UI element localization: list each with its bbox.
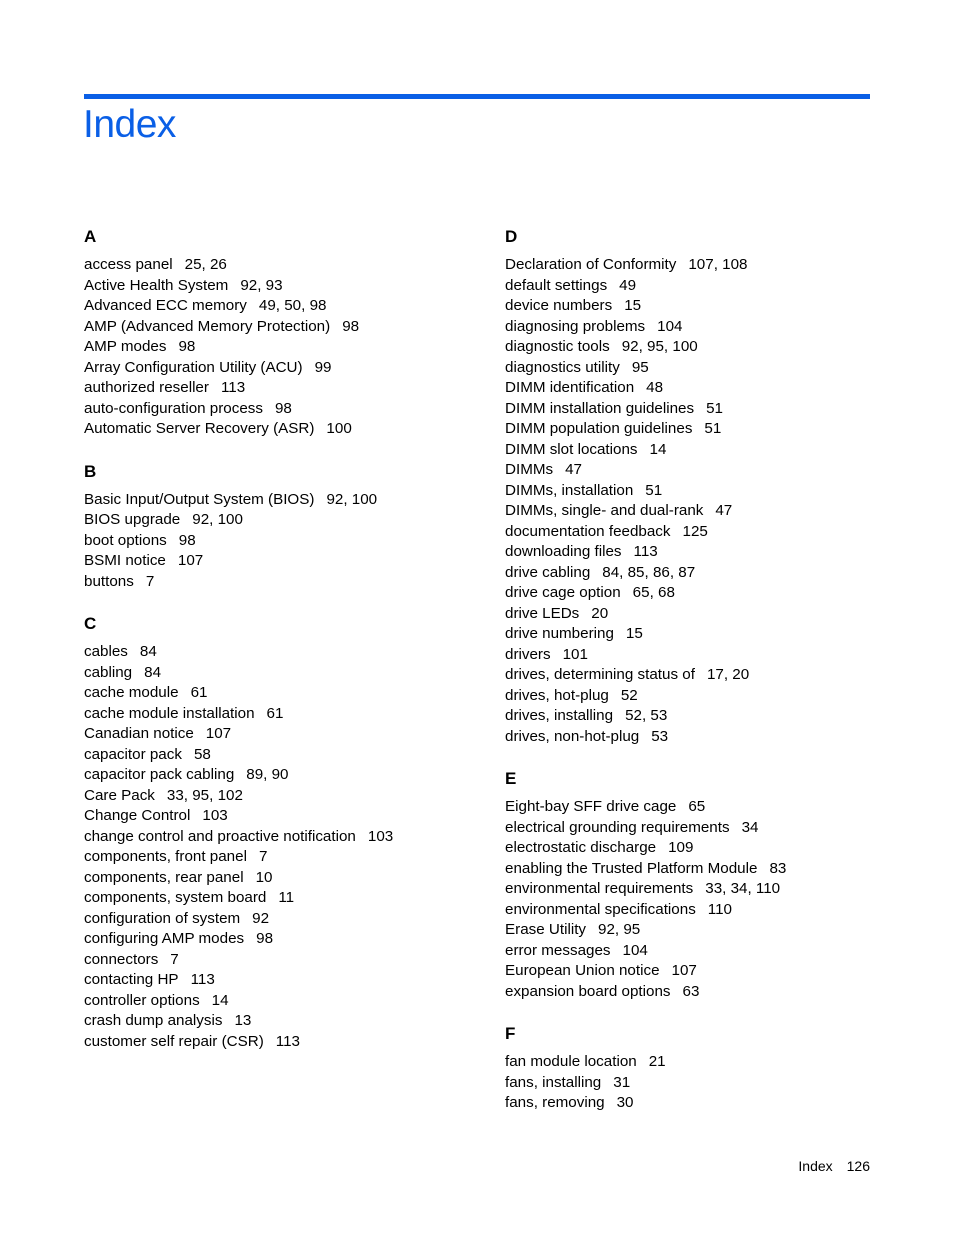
page-title: Index	[83, 103, 176, 146]
entry-pages[interactable]: 92, 100	[192, 511, 243, 528]
index-section	[84, 611, 514, 1052]
entry-term: Care Pack	[84, 786, 155, 804]
entry-term: drive cabling	[505, 563, 591, 581]
index-entry	[505, 378, 935, 399]
entry-pages[interactable]: 92, 95	[598, 921, 641, 938]
index-section	[505, 766, 935, 1002]
index-column-left	[84, 224, 514, 1071]
entry-term: BSMI notice	[84, 552, 166, 569]
index-entry	[505, 665, 935, 686]
index-entry	[84, 296, 514, 317]
section-letter: E	[505, 769, 517, 788]
entry-pages[interactable]: 99	[314, 358, 332, 376]
index-entry	[84, 745, 514, 766]
index-entry	[505, 879, 935, 900]
entry-pages[interactable]: 65, 68	[632, 584, 675, 601]
entry-term: drives, hot-plug	[505, 686, 609, 704]
entry-pages[interactable]: 107	[205, 725, 232, 742]
entry-pages[interactable]: 104	[622, 941, 648, 959]
entry-term: BIOS upgrade	[84, 511, 181, 528]
title-rule	[84, 94, 870, 99]
index-entry	[84, 991, 514, 1012]
index-entry	[84, 847, 514, 868]
index-entry	[84, 255, 514, 276]
index-entry	[505, 859, 935, 880]
index-entry	[84, 724, 514, 745]
entry-term: device numbers	[505, 297, 613, 314]
entry-pages[interactable]: 47	[565, 461, 582, 478]
entry-pages[interactable]: 84	[144, 663, 162, 681]
entry-term: cabling	[84, 663, 133, 681]
index-entry	[84, 888, 514, 909]
entry-term: Active Health System	[84, 276, 229, 294]
entry-pages[interactable]: 30	[616, 1094, 634, 1111]
entry-pages[interactable]: 103	[367, 827, 394, 845]
entry-term: error messages	[505, 941, 611, 959]
index-entry	[505, 317, 935, 338]
entry-term: DIMM slot locations	[505, 440, 638, 458]
entry-pages[interactable]: 63	[682, 982, 700, 1000]
section-letter: B	[84, 461, 97, 481]
entry-pages[interactable]: 21	[648, 1053, 666, 1070]
entry-pages[interactable]: 48	[646, 379, 664, 396]
index-entry	[84, 1011, 514, 1032]
entry-term: drives, installing	[505, 707, 614, 724]
entry-pages[interactable]: 10	[255, 868, 273, 886]
entry-pages[interactable]: 113	[275, 1032, 300, 1050]
index-entry	[84, 1032, 514, 1053]
entry-term: DIMMs	[505, 461, 554, 478]
index-section	[505, 224, 935, 747]
entry-pages[interactable]: 92, 100	[326, 490, 378, 508]
index-entry	[84, 786, 514, 807]
index-entry	[84, 531, 514, 552]
entry-term: electrostatic discharge	[505, 839, 657, 856]
index-entry	[505, 583, 935, 604]
entry-pages[interactable]: 11	[278, 889, 295, 906]
entry-pages[interactable]: 31	[613, 1073, 631, 1091]
index-entry	[84, 765, 514, 786]
index-column-right	[505, 224, 935, 1133]
entry-pages[interactable]: 47	[715, 502, 733, 519]
entry-term: cache module installation	[84, 704, 255, 722]
index-entry	[84, 399, 514, 420]
entry-term: diagnostics utility	[505, 358, 620, 376]
index-entry	[84, 572, 514, 593]
entry-pages[interactable]: 13	[234, 1012, 252, 1029]
entry-term: boot options	[84, 531, 167, 549]
index-entry	[505, 276, 935, 297]
entry-term: drive cage option	[505, 584, 621, 601]
entry-term: DIMMs, installation	[505, 481, 634, 499]
index-entry	[505, 900, 935, 921]
entry-term: change control and proactive notification	[84, 827, 356, 845]
entry-pages[interactable]: 107	[177, 552, 204, 569]
index-entry	[84, 868, 514, 889]
entry-pages[interactable]: 103	[202, 807, 228, 824]
entry-pages[interactable]: 95	[631, 358, 649, 376]
entry-pages[interactable]: 7	[170, 950, 179, 968]
entry-pages[interactable]: 53	[651, 727, 669, 745]
index-section	[84, 224, 514, 440]
entry-pages[interactable]: 15	[624, 297, 642, 314]
entry-term: European Union notice	[505, 962, 660, 979]
index-entry	[505, 645, 935, 666]
entry-term: capacitor pack	[84, 745, 182, 763]
entry-pages[interactable]: 113	[633, 543, 658, 560]
entry-pages[interactable]: 89, 90	[246, 766, 289, 783]
entry-pages[interactable]: 84, 85, 86, 87	[602, 563, 696, 581]
entry-pages[interactable]: 84	[139, 643, 157, 660]
entry-term: AMP modes	[84, 338, 167, 355]
entry-pages[interactable]: 98	[274, 399, 292, 417]
entry-term: Automatic Server Recovery (ASR)	[84, 420, 315, 437]
index-entry	[505, 1052, 935, 1073]
entry-pages[interactable]: 52, 53	[625, 707, 668, 724]
entry-pages[interactable]: 52	[620, 686, 638, 704]
entry-pages[interactable]: 92	[252, 909, 270, 927]
index-entry	[505, 982, 935, 1003]
index-entry	[84, 551, 514, 572]
index-entry	[84, 704, 514, 725]
entry-pages[interactable]: 20	[591, 604, 609, 622]
entry-term: Declaration of Conformity	[505, 256, 677, 273]
entry-pages[interactable]: 109	[668, 839, 694, 856]
index-entry	[84, 358, 514, 379]
entry-pages[interactable]: 49	[619, 276, 637, 294]
entry-pages[interactable]: 98	[178, 338, 196, 355]
entry-pages[interactable]: 61	[266, 704, 284, 722]
entry-pages[interactable]: 113	[190, 971, 215, 988]
entry-pages[interactable]: 100	[326, 420, 352, 437]
entry-term: Array Configuration Utility (ACU)	[84, 358, 303, 376]
entry-pages[interactable]: 101	[562, 645, 588, 663]
entry-term: controller options	[84, 991, 200, 1009]
entry-term: AMP (Advanced Memory Protection)	[84, 317, 331, 335]
entry-term: enabling the Trusted Platform Module	[505, 859, 758, 877]
entry-term: Erase Utility	[505, 921, 587, 938]
index-entry	[84, 337, 514, 358]
index-entry	[505, 686, 935, 707]
entry-term: connectors	[84, 950, 159, 968]
entry-term: drivers	[505, 645, 551, 663]
index-section	[505, 1021, 935, 1114]
index-entry	[84, 950, 514, 971]
index-entry	[505, 501, 935, 522]
entry-pages[interactable]: 7	[258, 848, 268, 865]
entry-term: Change Control	[84, 807, 191, 824]
entry-term: Eight-bay SFF drive cage	[505, 798, 677, 815]
entry-pages[interactable]: 14	[649, 440, 667, 458]
entry-term: cables	[84, 643, 128, 660]
entry-term: diagnosing problems	[505, 317, 646, 335]
entry-pages[interactable]: 51	[704, 420, 722, 437]
index-entry	[505, 296, 935, 317]
index-entry	[84, 317, 514, 338]
entry-pages[interactable]: 51	[706, 399, 723, 417]
index-entry	[84, 970, 514, 991]
entry-term: Advanced ECC memory	[84, 297, 247, 314]
entry-term: environmental requirements	[505, 880, 694, 897]
entry-term: expansion board options	[505, 982, 671, 1000]
index-entry	[505, 818, 935, 839]
entry-term: DIMM identification	[505, 379, 635, 396]
entry-pages[interactable]: 92, 95, 100	[621, 338, 698, 355]
index-entry	[505, 920, 935, 941]
index-entry	[505, 522, 935, 543]
entry-term: DIMM installation guidelines	[505, 399, 695, 417]
entry-pages[interactable]: 58	[193, 745, 211, 763]
entry-pages[interactable]: 49, 50, 98	[258, 297, 327, 314]
entry-term: fan module location	[505, 1053, 637, 1070]
entry-term: environmental specifications	[505, 900, 696, 918]
entry-pages[interactable]: 51	[645, 481, 663, 499]
index-section	[84, 459, 514, 593]
section-letter: D	[505, 227, 518, 246]
index-entry	[84, 683, 514, 704]
entry-term: downloading files	[505, 543, 622, 560]
entry-term: fans, removing	[505, 1094, 605, 1111]
entry-pages[interactable]: 107, 108	[688, 256, 748, 273]
index-entry	[505, 961, 935, 982]
index-entry	[84, 827, 514, 848]
index-entry	[84, 490, 514, 511]
entry-term: DIMMs, single- and dual-rank	[505, 502, 704, 519]
index-entry	[505, 838, 935, 859]
index-entry	[505, 706, 935, 727]
index-entry	[84, 510, 514, 531]
section-letter: A	[84, 227, 97, 246]
section-letter: F	[505, 1024, 516, 1043]
entry-pages[interactable]: 17, 20	[706, 666, 750, 683]
entry-term: auto-configuration process	[84, 399, 263, 417]
index-entry	[84, 276, 514, 297]
index-entry	[505, 941, 935, 962]
index-entry	[505, 358, 935, 379]
entry-term: default settings	[505, 276, 608, 294]
entry-pages[interactable]: 113	[220, 379, 246, 396]
index-entry	[505, 624, 935, 645]
entry-term: crash dump analysis	[84, 1012, 223, 1029]
entry-term: components, rear panel	[84, 868, 244, 886]
index-entry	[505, 460, 935, 481]
entry-pages[interactable]: 98	[342, 317, 360, 335]
index-entry	[505, 337, 935, 358]
section-letter: C	[84, 614, 97, 633]
entry-pages[interactable]: 107	[671, 962, 697, 979]
entry-term: documentation feedback	[505, 522, 671, 540]
entry-pages[interactable]: 33, 95, 102	[166, 786, 243, 804]
page-footer	[798, 1158, 870, 1174]
entry-pages[interactable]: 25, 26	[184, 256, 227, 273]
entry-term: drive numbering	[505, 625, 614, 642]
entry-pages[interactable]: 98	[256, 930, 274, 947]
index-entry	[505, 604, 935, 625]
entry-pages[interactable]: 65	[688, 798, 706, 815]
entry-term: access panel	[84, 256, 173, 273]
entry-term: electrical grounding requirements	[505, 818, 730, 836]
entry-pages[interactable]: 7	[145, 572, 155, 590]
entry-term: Canadian notice	[84, 725, 194, 742]
entry-term: contacting HP	[84, 971, 179, 988]
entry-pages[interactable]: 15	[625, 625, 643, 642]
entry-term: configuration of system	[84, 909, 241, 927]
entry-pages[interactable]: 98	[178, 531, 196, 549]
entry-term: buttons	[84, 572, 134, 590]
footer-page-number: 126	[846, 1158, 870, 1174]
entry-pages[interactable]: 33, 34, 110	[705, 880, 781, 897]
index-entry	[84, 642, 514, 663]
index-entry	[505, 563, 935, 584]
entry-term: DIMM population guidelines	[505, 420, 693, 437]
entry-term: authorized reseller	[84, 379, 209, 396]
entry-term: drives, determining status of	[505, 666, 695, 683]
index-entry	[505, 399, 935, 420]
index-entry	[505, 419, 935, 440]
index-entry	[505, 440, 935, 461]
footer-label: Index	[798, 1158, 833, 1174]
entry-pages[interactable]: 110	[707, 900, 733, 918]
index-entry	[505, 542, 935, 563]
entry-term: components, front panel	[84, 848, 247, 865]
entry-term: fans, installing	[505, 1073, 602, 1091]
entry-term: diagnostic tools	[505, 338, 610, 355]
entry-term: capacitor pack cabling	[84, 766, 235, 783]
index-entry	[84, 806, 514, 827]
entry-term: components, system board	[84, 889, 267, 906]
index-entry	[505, 255, 935, 276]
entry-term: customer self repair (CSR)	[84, 1032, 264, 1050]
index-entry	[84, 419, 514, 440]
entry-term: drive LEDs	[505, 604, 580, 622]
index-entry	[84, 663, 514, 684]
index-entry	[84, 909, 514, 930]
entry-pages[interactable]: 14	[211, 991, 229, 1009]
entry-term: cache module	[84, 684, 179, 701]
entry-pages[interactable]: 83	[769, 859, 787, 877]
entry-term: Basic Input/Output System (BIOS)	[84, 490, 315, 508]
index-entry	[84, 929, 514, 950]
index-entry	[505, 1073, 935, 1094]
entry-pages[interactable]: 34	[741, 818, 759, 836]
entry-term: configuring AMP modes	[84, 930, 245, 947]
entry-pages[interactable]: 104	[657, 317, 683, 335]
index-entry	[505, 1093, 935, 1114]
entry-pages[interactable]: 61	[190, 684, 208, 701]
entry-pages[interactable]: 92, 93	[240, 276, 283, 294]
index-entry	[505, 727, 935, 748]
index-entry	[505, 481, 935, 502]
index-entry	[505, 797, 935, 818]
index-entry	[84, 378, 514, 399]
entry-pages[interactable]: 125	[682, 522, 708, 540]
entry-term: drives, non-hot-plug	[505, 727, 640, 745]
